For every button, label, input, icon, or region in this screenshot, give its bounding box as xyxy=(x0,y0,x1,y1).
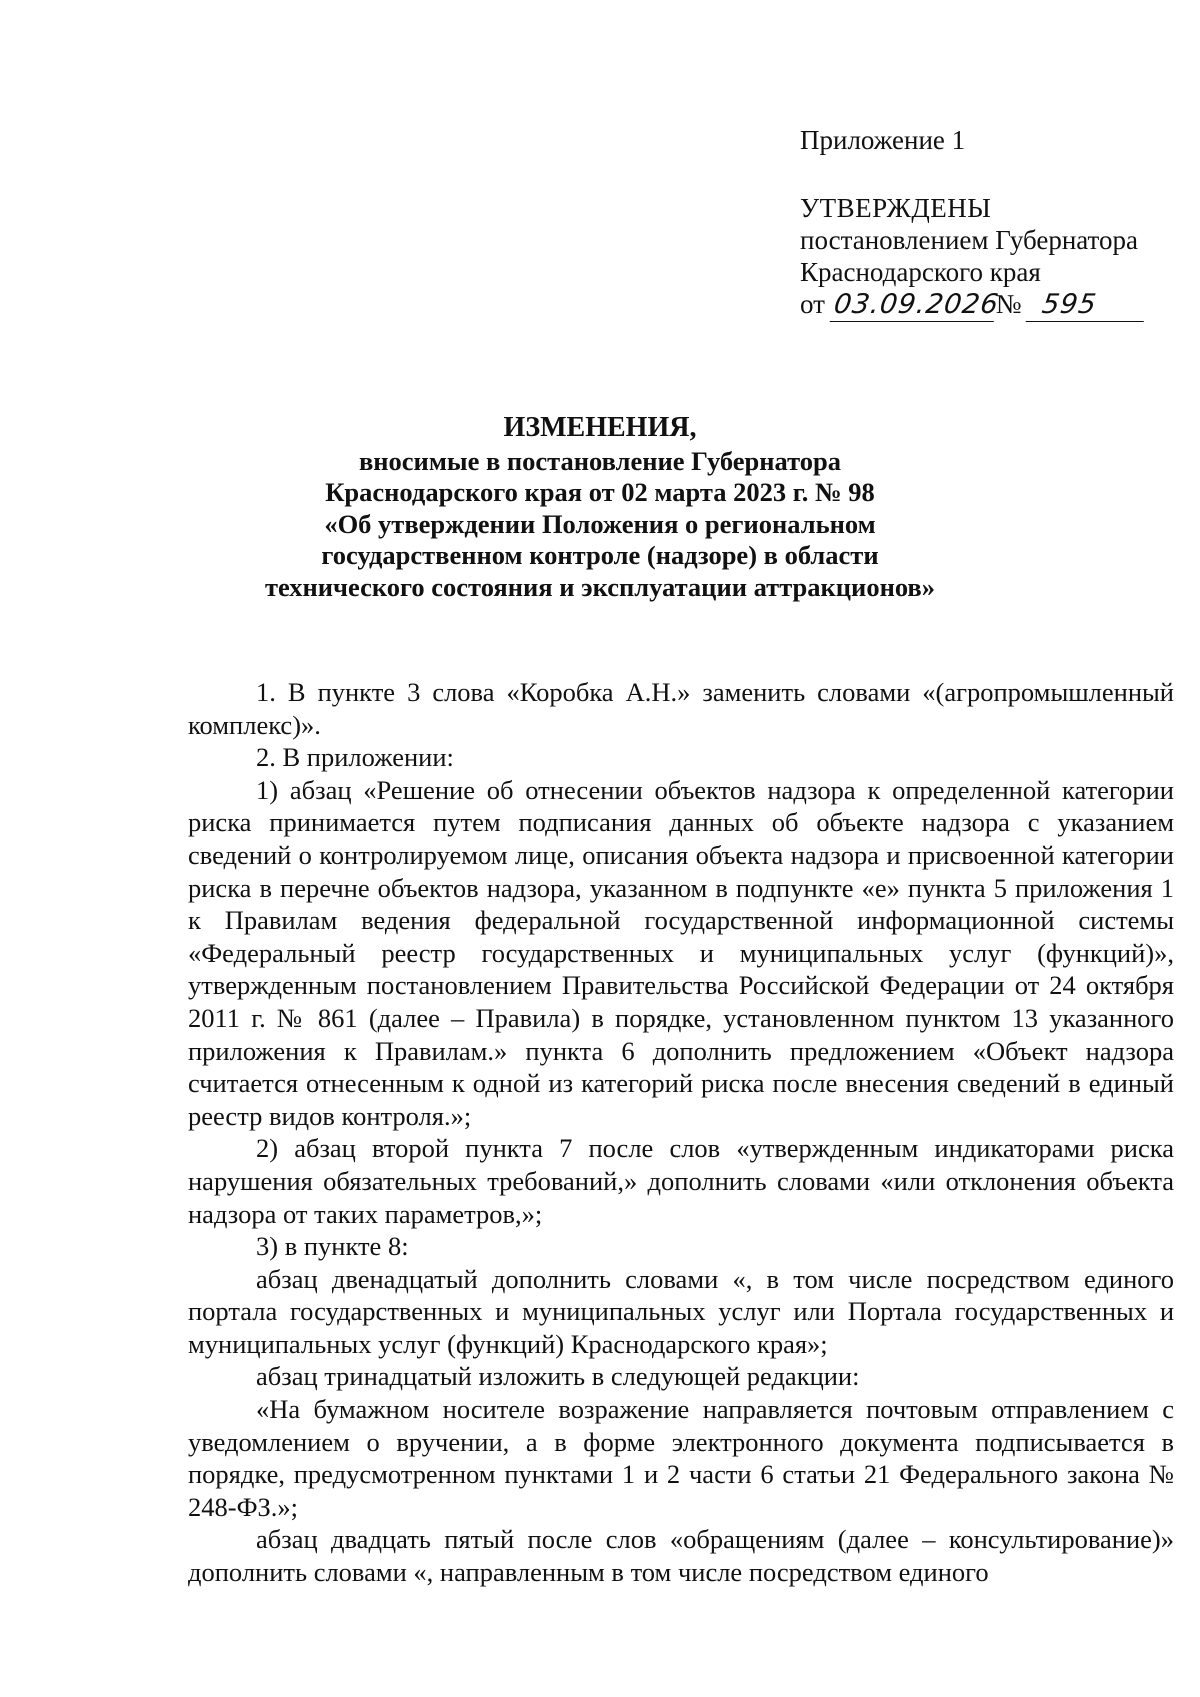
document-title xyxy=(200,412,1000,603)
approval-date-line xyxy=(800,288,1160,322)
title-line: Краснодарского края от 02 марта 2023 г. № 98 xyxy=(325,477,875,507)
paragraph: 2. В приложении: xyxy=(256,742,454,773)
paragraph: 1) абзац «Решение об отнесении объектов надзора к определенной категории риска принимается путем подписания данных об объекте надзора с указанием сведений о контролируемом лице, описания объекта надзора и присвоенной категории риска в перечне объектов надзора, указанном в подпункте «е» пункта 5 приложения 1 к Правилам ведения федеральной государственной информационной системы «Федеральный реестр государственных и муниципальных услуг (функций)», утвержденным постановлением Правительства Российской Федерации от 24 октября 2011 г. № 861 (далее – Правила) в порядке, установленном пунктом 13 указанного приложения к Правилам.» пункта 6 дополнить предложением «Объект надзора считается отнесенным к одной из категорий риска после внесения сведений в единый реестр видов контроля.»; xyxy=(188,774,1174,1131)
title-line: государственном контроле (надзоре) в области xyxy=(321,540,879,570)
date-prefix: от xyxy=(800,289,825,319)
approved-region-line: Краснодарского края xyxy=(800,257,1041,287)
approved-by-line: постановлением Губернатора xyxy=(800,225,1138,255)
title-line: «Об утверждении Положения о региональном xyxy=(324,508,876,539)
appendix-label: Приложение 1 xyxy=(800,125,966,155)
paragraph: абзац двенадцатый дополнить словами «, в том числе посредством единого портала государственных и муниципальных услуг или Портала государственных и муниципальных услуг (функций) Краснодарского края»; xyxy=(188,1263,1174,1359)
title-main: ИЗМЕНЕНИЯ, xyxy=(503,412,697,443)
paragraph: 2) абзац второй пункта 7 после слов «утвержденным индикаторами риска нарушения обязательных требований,» дополнить словами «или отклонения объекта надзора от таких параметров,»; xyxy=(188,1133,1174,1229)
document-body xyxy=(188,676,1174,1588)
title-line: вносимые в постановление Губернатора xyxy=(358,445,842,476)
title-line: технического состояния и эксплуатации аттракционов» xyxy=(265,571,935,602)
approval-stamp xyxy=(800,124,1160,322)
paragraph: абзац двадцать пятый после слов «обращениям (далее – консультирование)» дополнить словами «, направленным в том числе посредством единого xyxy=(188,1524,1174,1588)
approved-heading: УТВЕРЖДЕНЫ xyxy=(800,193,992,223)
number-sign: № xyxy=(995,289,1022,319)
handwritten-date: 03.09.2026 xyxy=(829,289,998,322)
paragraph: «На бумажном носителе возражение направляется почтовым отправлением с уведомлением о вручении, а в форме электронного документа подписывается в порядке, предусмотренном пунктами 1 и 2 части 6 статьи 21 Федерального закона № 248-ФЗ.»; xyxy=(188,1394,1174,1522)
paragraph: 1. В пункте 3 слова «Коробка А.Н.» заменить словами «(агропромышленный комплекс)». xyxy=(188,677,1174,740)
paragraph: 3) в пункте 8: xyxy=(256,1231,409,1262)
handwritten-number: 595 xyxy=(1026,289,1149,322)
paragraph: абзац тринадцатый изложить в следующей редакции: xyxy=(256,1361,860,1392)
